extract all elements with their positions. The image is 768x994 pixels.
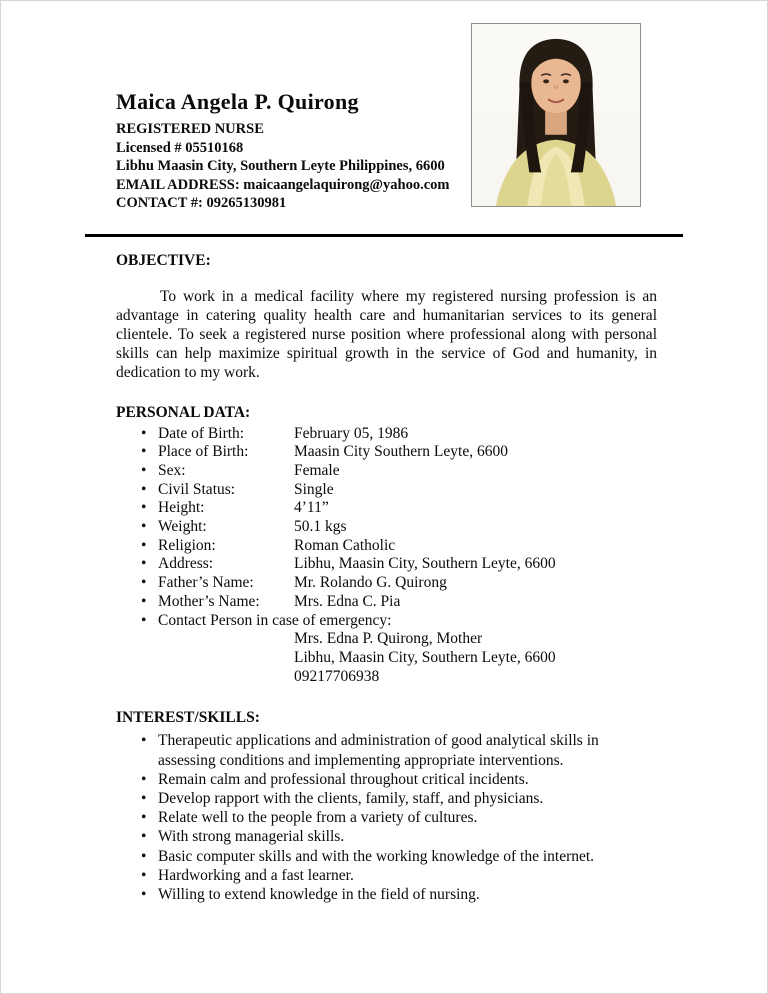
bullet-icon: • — [141, 480, 147, 498]
skill-text: Therapeutic applications and administration of good analytical skills in assessing conditions and implementing appropriate interventions. — [158, 732, 599, 769]
section-heading-personal-data: PERSONAL DATA: — [116, 403, 251, 421]
bullet-icon: • — [141, 461, 147, 479]
field-label: Address: — [158, 555, 214, 573]
field-label: Date of Birth: — [158, 424, 245, 442]
skill-text: Relate well to the people from a variety of cultures. — [158, 809, 478, 827]
skill-text: With strong managerial skills. — [158, 828, 345, 846]
list-item — [116, 555, 657, 574]
bullet-icon: • — [141, 770, 147, 788]
list-item — [116, 537, 657, 556]
bullet-icon: • — [141, 847, 147, 865]
bullet-icon: • — [141, 732, 147, 750]
bullet-icon: • — [141, 536, 147, 554]
portrait-photo — [471, 23, 641, 207]
portrait-illustration — [472, 24, 640, 206]
field-value: Libhu, Maasin City, Southern Leyte, 6600 — [294, 555, 556, 573]
license-number: Licensed # 05510168 — [116, 139, 244, 156]
field-label: Religion: — [158, 536, 216, 554]
address-line: Libhu Maasin City, Southern Leyte Philippines, 6600 — [116, 158, 445, 174]
skill-item — [116, 731, 657, 769]
list-item — [116, 425, 657, 444]
bullet-icon: • — [141, 809, 147, 827]
field-value: Mr. Rolando G. Quirong — [294, 574, 447, 592]
field-value: February 05, 1986 — [294, 424, 409, 442]
emergency-line: Libhu, Maasin City, Southern Leyte, 6600 — [294, 648, 556, 666]
bullet-icon: • — [141, 885, 147, 903]
bullet-icon: • — [141, 499, 147, 517]
skill-text: Remain calm and professional throughout critical incidents. — [158, 770, 529, 788]
bullet-icon: • — [141, 555, 147, 573]
skill-text: Willing to extend knowledge in the field of nursing. — [158, 885, 480, 903]
contact-line: CONTACT #: 09265130981 — [116, 195, 287, 211]
skill-item — [116, 808, 657, 827]
emergency-line: Mrs. Edna P. Quirong, Mother — [294, 630, 483, 648]
field-label: Civil Status: — [158, 480, 236, 498]
skill-text: Develop rapport with the clients, family, staff, and physicians. — [158, 789, 544, 807]
list-item — [116, 462, 657, 481]
personal-data-list — [116, 425, 657, 631]
objective-section — [116, 252, 657, 383]
skill-item — [116, 866, 657, 885]
bullet-icon: • — [141, 611, 147, 629]
field-label: Father’s Name: — [158, 574, 254, 592]
list-item — [116, 499, 657, 518]
field-label: Weight: — [158, 518, 207, 536]
list-item — [116, 593, 657, 612]
field-label: Sex: — [158, 461, 186, 479]
personal-data-section — [116, 404, 657, 687]
email-line: EMAIL ADDRESS: maicaangelaquirong@yahoo.com — [116, 176, 450, 193]
skill-item — [116, 789, 657, 808]
field-value: Single — [294, 480, 334, 498]
skill-text: Basic computer skills and with the working knowledge of the internet. — [158, 847, 595, 865]
emergency-contact-lines — [294, 630, 657, 686]
list-item — [116, 518, 657, 537]
list-item — [116, 443, 657, 462]
skill-item — [116, 827, 657, 846]
skill-text: Hardworking and a fast learner. — [158, 866, 354, 884]
emergency-contact-label: Contact Person in case of emergency: — [158, 611, 392, 629]
skills-section — [116, 709, 657, 904]
field-value: Maasin City Southern Leyte, 6600 — [294, 443, 508, 461]
header-rule — [85, 234, 683, 237]
list-item — [116, 481, 657, 500]
field-label: Height: — [158, 499, 205, 517]
bullet-icon: • — [141, 574, 147, 592]
skills-list — [116, 731, 657, 904]
candidate-name: Maica Angela P. Quirong — [116, 89, 359, 114]
skill-item — [116, 885, 657, 904]
emergency-line: 09217706938 — [294, 667, 380, 685]
list-item — [116, 574, 657, 593]
objective-paragraph: To work in a medical facility where my registered nursing profession is an advantage in catering quality health care and humanitarian services to its general clientele. To seek a registered nurse position where professional along with personal skills can help maximize spiritual growth in the service of God and humanity, in dedication to my work. — [116, 287, 657, 382]
bullet-icon: • — [141, 592, 147, 610]
skill-item — [116, 770, 657, 789]
field-value: 50.1 kgs — [294, 518, 347, 536]
section-heading-objective: OBJECTIVE: — [116, 251, 211, 269]
field-value: 4’11” — [294, 499, 329, 517]
bullet-icon: • — [141, 518, 147, 536]
list-item — [116, 612, 657, 631]
field-value: Mrs. Edna C. Pia — [294, 592, 401, 610]
bullet-icon: • — [141, 443, 147, 461]
bullet-icon: • — [141, 866, 147, 884]
field-value: Female — [294, 461, 340, 479]
bullet-icon: • — [141, 424, 147, 442]
bullet-icon: • — [141, 789, 147, 807]
section-heading-skills: INTEREST/SKILLS: — [116, 709, 260, 727]
bullet-icon: • — [141, 828, 147, 846]
field-value: Roman Catholic — [294, 536, 396, 554]
field-label: Mother’s Name: — [158, 592, 260, 610]
skill-item — [116, 847, 657, 866]
candidate-title: REGISTERED NURSE — [116, 121, 264, 137]
field-label: Place of Birth: — [158, 443, 249, 461]
